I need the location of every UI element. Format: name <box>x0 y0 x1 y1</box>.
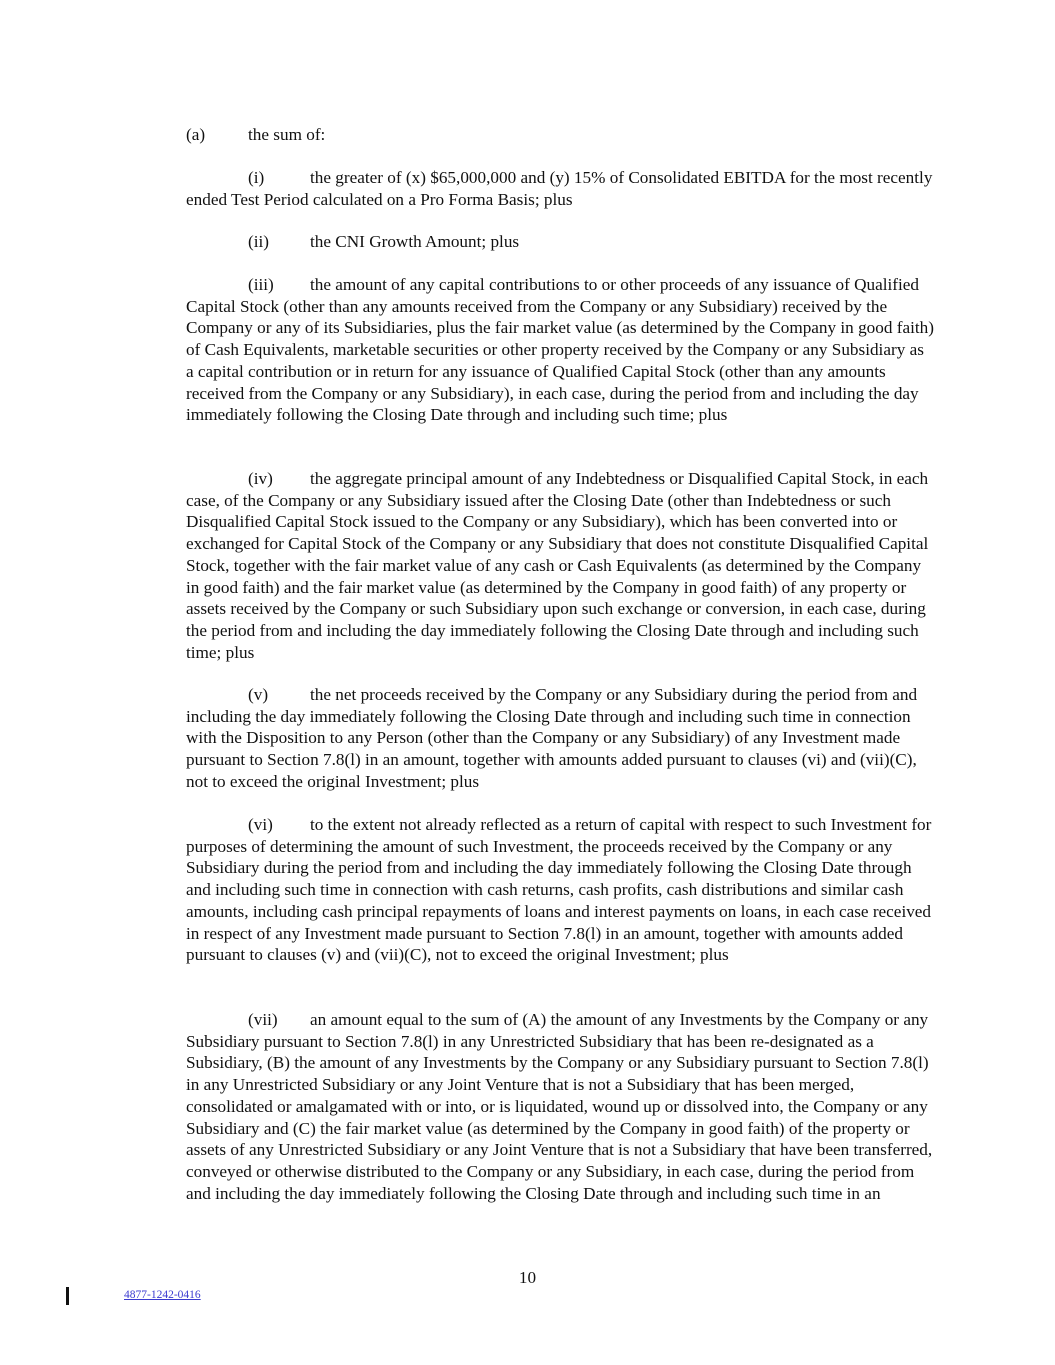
clause-ii <box>186 231 934 253</box>
clause-text: the sum of: <box>248 125 326 144</box>
clause-text: the greater of (x) $65,000,000 and (y) 15% of Consolidated EBITDA for the most recently ended Test Period calculated on a Pro Forma Basis; plus <box>186 168 933 209</box>
clause-label: (iii) <box>248 275 274 294</box>
clause-text: the aggregate principal amount of any Indebtedness or Disqualified Capital Stock, in each case, of the Company or any Subsidiary issued after the Closing Date (other than Indebtedness or such Disqualified Capital Stock issued to the Company or any Subsidiary), which has been converted into or exchanged for Capital Stock of the Company or any Subsidiary that does not constitute Disqualified Capital Stock, together with the fair market value of any cash or Cash Equivalents (as determined by the Company in good faith) and the fair market value (as determined by the Company in good faith) of any property or assets received by the Company or such Subsidiary upon such exchange or conversion, in each case, during the period from and including the day immediately following the Closing Date through and including such time; plus <box>186 469 929 662</box>
clause-text: an amount equal to the sum of (A) the amount of any Investments by the Company or any Subsidiary pursuant to Section 7.8(l) in any Unrestricted Subsidiary that has been re-designated as a Subsidiary, (B) the amount of any Investments by the Company or any Subsidiary pursuant to Section 7.8(l) in any Unrestricted Subsidiary or any Joint Venture that is not a Subsidiary that has been merged, consolidated or amalgamated with or into, or is liquidated, wound up or dissolved into, the Company or any Subsidiary and (C) the fair market value (as determined by the Company in good faith) of the property or assets of any Unrestricted Subsidiary or any Joint Venture that is not a Subsidiary that have been transferred, conveyed or otherwise distributed to the Company or any Subsidiary, in each case, during the period from and including the day immediately following the Closing Date through and including such time in an <box>186 1010 933 1203</box>
clause-label: (vi) <box>248 815 273 834</box>
clause-iii <box>186 274 934 426</box>
clause-label: (vii) <box>248 1010 278 1029</box>
clause-text: the CNI Growth Amount; plus <box>310 232 520 251</box>
change-bar <box>66 1287 69 1305</box>
clause-text: the net proceeds received by the Company or any Subsidiary during the period from and including the day immediately following the Closing Date through and including such time in connection with the Disposition to any Person (other than the Company or any Subsidiary) of any Investment made pursuant to Section 7.8(l) in an amount, together with amounts added pursuant to clauses (vi) and (vii)(C), not to exceed the original Investment; plus <box>186 685 918 791</box>
page-number: 10 <box>518 1268 537 1287</box>
clause-vi <box>186 814 934 966</box>
clause-label: (ii) <box>248 232 269 251</box>
clause-iv <box>186 468 934 663</box>
clause-text: the amount of any capital contributions to or other proceeds of any issuance of Qualified Capital Stock (other than any amounts received from the Company or any Subsidiary) received by the Company or any of its Subsidiaries, plus the fair market value (as determined by the Company in good faith) of Cash Equivalents, marketable securities or other property received by the Company or any Subsidiary as a capital contribution or in return for any issuance of Qualified Capital Stock (other than any amounts received from the Company or any Subsidiary), in each case, during the period from and including the day immediately following the Closing Date through and including such time; plus <box>186 275 934 425</box>
document-id-link[interactable]: 4877-1242-0416 <box>124 1289 201 1301</box>
clause-label: (a) <box>186 125 206 144</box>
clause-i <box>186 167 934 210</box>
clause-label: (i) <box>248 168 265 187</box>
clause-text: to the extent not already reflected as a return of capital with respect to such Investment for purposes of determining the amount of such Investment, the proceeds received by the Company or any Subsidiary during the period from and including the day immediately following the Closing Date through and including such time in connection with cash returns, cash profits, cash distributions and similar cash amounts, including cash principal repayments of loans and interest payments on loans, in each case received in respect of any Investment made pursuant to Section 7.8(l) in an amount, together with amounts added pursuant to clauses (v) and (vii)(C), not to exceed the original Investment; plus <box>186 815 932 965</box>
clause-label: (iv) <box>248 469 273 488</box>
clause-a <box>186 124 934 146</box>
clause-v <box>186 684 934 793</box>
clause-vii <box>186 1009 934 1204</box>
clause-label: (v) <box>248 685 269 704</box>
